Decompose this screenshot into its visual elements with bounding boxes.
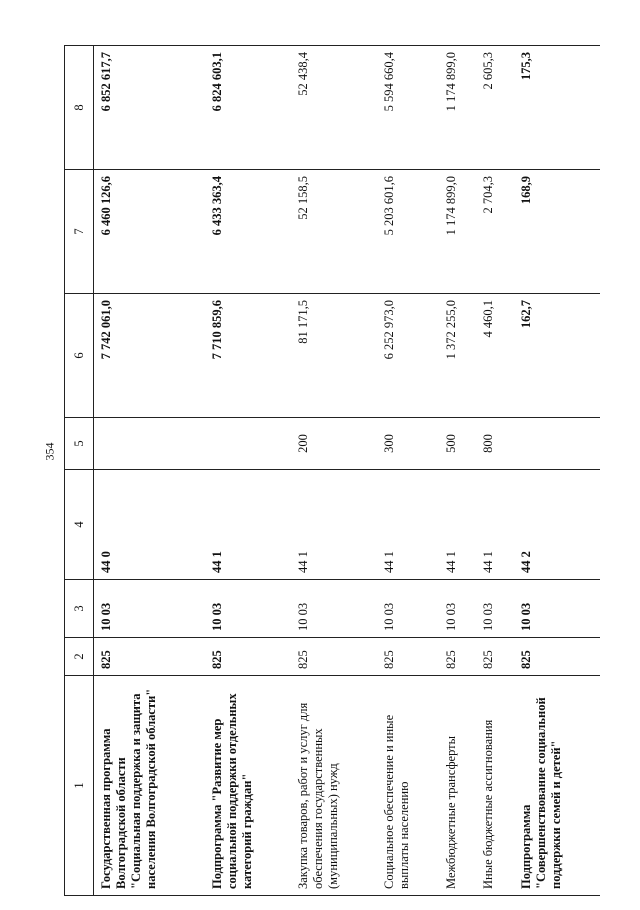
cell-section: 10 03 [377,580,439,638]
row-name: Межбюджетные трансферты [439,676,476,896]
row-name: Социальное обеспечение и иные выплаты населению [377,676,439,896]
column-header: 3 [65,580,94,638]
cell-section: 10 03 [476,580,513,638]
table-row [514,46,600,896]
cell-sum-year3: 6 824 603,1 [205,46,291,170]
cell-sum-year3: 1 174 899,0 [439,46,476,170]
cell-section: 10 03 [291,580,377,638]
table-row [377,46,439,896]
row-name: Закупка товаров, работ и услуг для обеспечения государственных (муниципальных) нужд [291,676,377,896]
cell-code: 825 [377,638,439,676]
cell-program: 44 0 [94,470,205,580]
cell-code: 825 [205,638,291,676]
rotated-table-container [64,46,600,896]
cell-sum-year3: 6 852 617,7 [94,46,205,170]
page-number: 354 [42,442,57,461]
column-header: 7 [65,170,94,294]
cell-type [205,418,291,470]
cell-sum-year1: 4 460,1 [476,294,513,418]
cell-sum-year3: 52 438,4 [291,46,377,170]
budget-table [64,45,600,896]
cell-sum-year3: 2 605,3 [476,46,513,170]
cell-sum-year2: 168,9 [514,170,600,294]
cell-sum-year1: 1 372 255,0 [439,294,476,418]
cell-section: 10 03 [205,580,291,638]
cell-program: 44 1 [377,470,439,580]
column-header: 6 [65,294,94,418]
cell-section: 10 03 [94,580,205,638]
cell-sum-year2: 1 174 899,0 [439,170,476,294]
cell-section: 10 03 [514,580,600,638]
column-header: 5 [65,418,94,470]
cell-sum-year2: 5 203 601,6 [377,170,439,294]
cell-sum-year1: 6 252 973,0 [377,294,439,418]
cell-sum-year3: 175,3 [514,46,600,170]
cell-sum-year2: 2 704,3 [476,170,513,294]
cell-section: 10 03 [439,580,476,638]
cell-code: 825 [94,638,205,676]
row-name: Подпрограмма "Развитие мер социальной поддержки отдельных категорий граждан" [205,676,291,896]
cell-sum-year1: 7 742 061,0 [94,294,205,418]
cell-code: 825 [514,638,600,676]
cell-code: 825 [439,638,476,676]
cell-type: 300 [377,418,439,470]
cell-type: 800 [476,418,513,470]
cell-code: 825 [476,638,513,676]
table-row [94,46,205,896]
cell-program: 44 1 [476,470,513,580]
cell-sum-year1: 81 171,5 [291,294,377,418]
cell-sum-year2: 6 460 126,6 [94,170,205,294]
table-row [291,46,377,896]
row-name: Государственная программа Волгоградской области "Социальная поддержка и защита населения Волгоградской области" [94,676,205,896]
cell-type: 200 [291,418,377,470]
table-row [476,46,513,896]
cell-program: 44 1 [439,470,476,580]
column-header: 2 [65,638,94,676]
cell-sum-year2: 6 433 363,4 [205,170,291,294]
cell-sum-year1: 7 710 859,6 [205,294,291,418]
cell-type [514,418,600,470]
column-header: 8 [65,46,94,170]
cell-sum-year3: 5 594 660,4 [377,46,439,170]
cell-program: 44 1 [291,470,377,580]
cell-sum-year1: 162,7 [514,294,600,418]
row-name: Иные бюджетные ассигнования [476,676,513,896]
cell-type [94,418,205,470]
table-row [439,46,476,896]
cell-code: 825 [291,638,377,676]
cell-type: 500 [439,418,476,470]
cell-program: 44 1 [205,470,291,580]
table-header-row [65,46,94,896]
row-name: Подпрограмма "Совершенствование социальной поддержки семей и детей" [514,676,600,896]
cell-program: 44 2 [514,470,600,580]
table-row [205,46,291,896]
column-header: 4 [65,470,94,580]
column-header: 1 [65,676,94,896]
cell-sum-year2: 52 158,5 [291,170,377,294]
